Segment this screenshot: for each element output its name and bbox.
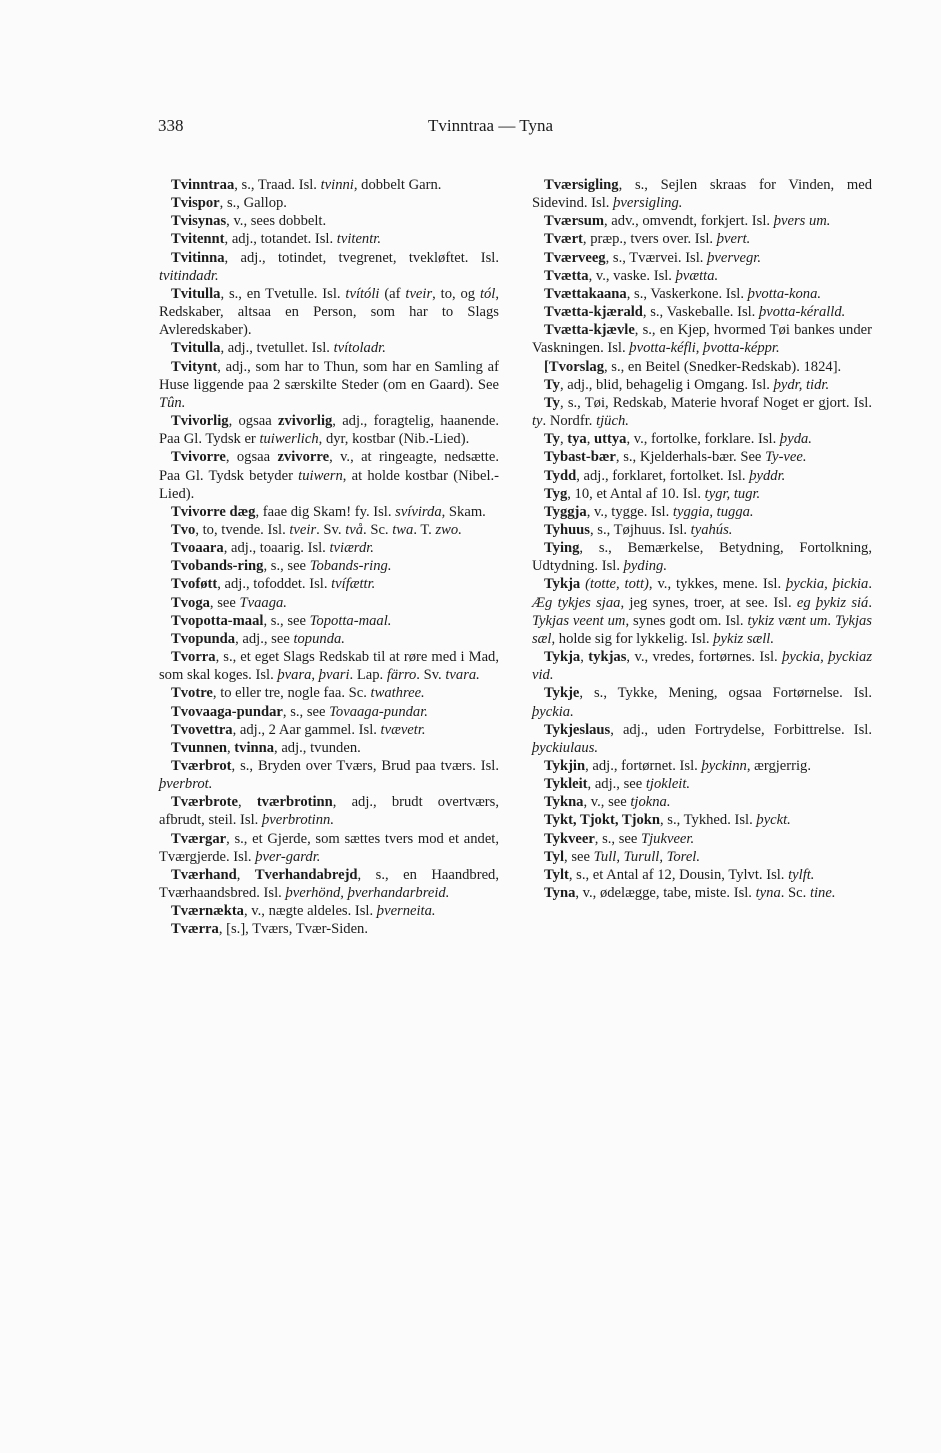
entry-headword: Tvitulla <box>171 285 221 302</box>
entry-text: . <box>868 576 873 593</box>
entry-text: , dobbelt Garn. <box>353 177 442 193</box>
entry-italic-text: tuiwerlich <box>259 431 319 448</box>
entry-headword: Tvispor <box>171 195 220 212</box>
entry-italic-text: þversigling. <box>613 195 683 212</box>
entry-headword: Tvætta-kjævle <box>544 322 635 339</box>
entry-text: . <box>827 612 835 629</box>
entry-headword: Tværsum <box>544 213 604 230</box>
dictionary-entry <box>532 394 872 430</box>
entry-text: , s., see <box>263 612 310 629</box>
entry-text: , v., sees dobbelt. <box>226 213 327 230</box>
entry-italic-text: tveir <box>289 521 317 538</box>
entry-text: , adj., fortørnet. Isl. <box>585 758 702 774</box>
entry-text: , adj., tvunden. <box>274 739 361 756</box>
dictionary-entry <box>159 793 499 829</box>
entry-headword: Tvært <box>544 231 583 248</box>
entry-text: , præp., tvers over. Isl. <box>582 231 717 248</box>
entry-italic-text: (totte, tott) <box>585 576 649 593</box>
entry-text: , s., en Beitel (Snedker-Redskab). 1824]. <box>604 358 842 375</box>
entry-headword: Tylt <box>544 866 569 883</box>
entry-headword: Tvovaaga-pundar <box>171 703 283 720</box>
entry-headword: Tvitennt <box>171 231 225 248</box>
entry-italic-text: Tykjas sæl <box>532 612 872 647</box>
entry-text: , synes godt om. Isl. <box>625 612 748 629</box>
dictionary-entry <box>159 575 499 593</box>
left-column <box>159 176 499 939</box>
dictionary-entry <box>159 902 499 920</box>
entry-text: , s., Traad. Isl. <box>234 177 321 193</box>
entry-headword: Tvopotta-maal <box>171 612 264 629</box>
entry-text: , v., vredes, fortørnes. Isl. <box>626 649 783 666</box>
dictionary-entry <box>532 212 872 230</box>
entry-text: , <box>236 866 255 883</box>
dictionary-entry <box>159 594 499 612</box>
entry-italic-text: Æg tykjes sjaa <box>532 594 621 611</box>
entry-italic-text: tykiz vænt um <box>747 612 828 629</box>
entry-text: . T. <box>413 521 436 538</box>
dictionary-entry <box>159 721 499 739</box>
dictionary-entry <box>159 557 499 575</box>
entry-text: , see <box>564 848 594 865</box>
entry-text: , v., ødelægge, tabe, miste. Isl. <box>575 885 756 902</box>
entry-italic-text: þvers um. <box>773 213 831 230</box>
entry-headword: Tyg <box>544 485 568 502</box>
entry-text: , s., Kjelderhals-bær. See <box>615 449 766 466</box>
entry-headword: Tvunnen <box>171 739 227 756</box>
entry-text: , s., Tværvei. Isl. <box>605 249 708 266</box>
entry-variant-headword: tya <box>567 431 587 448</box>
entry-text: , <box>586 431 595 448</box>
dictionary-entry <box>159 539 499 557</box>
entry-italic-text: zwo. <box>435 521 462 538</box>
entry-text: , dyr, kostbar (Nib.-Lied). <box>318 431 470 448</box>
entry-variant-headword: Tverhandabrejd <box>254 866 358 883</box>
dictionary-entry <box>532 303 872 321</box>
entry-headword: Tværra <box>171 921 219 938</box>
entry-text: , s., Tykke, Mening, ogsaa Fortørnelse. Isl. <box>579 685 872 702</box>
entry-headword: Tykjin <box>544 758 586 774</box>
dictionary-entry <box>532 321 872 357</box>
entry-text: , adj., uden Fortrydelse, Forbittrelse. Isl. <box>610 721 872 738</box>
dictionary-entry <box>532 848 872 866</box>
dictionary-entry <box>532 285 872 303</box>
entry-text: , s., Bemærkelse, Betydning, Fortolkning, Udtydning. Isl. <box>532 540 872 575</box>
entry-italic-text: Tobands-ring. <box>309 558 392 575</box>
entry-text: , ogsaa <box>228 413 278 430</box>
entry-headword: Tykveer <box>544 830 595 847</box>
dictionary-entry <box>532 467 872 485</box>
entry-text: , adj., tvetullet. Isl. <box>220 340 334 357</box>
entry-italic-text: Tull, Turull, Torel. <box>593 848 701 865</box>
entry-text: , adj., 2 Aar gammel. Isl. <box>232 721 381 738</box>
entry-text: , v., nægte aldeles. Isl. <box>243 903 377 920</box>
entry-italic-text: tyna <box>755 885 781 902</box>
entry-text: . Sc. <box>363 521 393 538</box>
entry-italic-text: Tvaaga. <box>239 594 287 611</box>
entry-text: , adj., foragtelig, haanende. Paa Gl. Tydsk er <box>159 413 499 448</box>
entry-italic-text: tvitentr. <box>336 231 381 248</box>
dictionary-entry <box>159 285 499 339</box>
entry-variant-headword: zvivorlig <box>277 413 333 430</box>
dictionary-entry <box>159 630 499 648</box>
entry-italic-text: þvert. <box>716 231 751 248</box>
entry-text: , to eller tre, nogle faa. Sc. <box>212 685 371 702</box>
dictionary-entry <box>532 775 872 793</box>
entry-headword: Tvinntraa <box>171 177 235 193</box>
entry-headword: Tværsigling <box>544 177 619 193</box>
entry-variant-headword: tvinna <box>234 739 275 756</box>
entry-text: , s., Tøi, Redskab, Materie hvoraf Noget er gjort. Isl. <box>559 394 872 411</box>
entry-text: , adj., som har to Thun, som har en Samling af Huse liggende paa 2 særskilte Steder (om en Gaard). See <box>159 358 499 393</box>
entry-headword: Tvoaara <box>171 540 224 557</box>
entry-text: , s., en Tvetulle. Isl. <box>220 285 346 302</box>
dictionary-entry <box>159 412 499 448</box>
entry-italic-text: färro <box>386 667 417 684</box>
entry-text: , adj., tofoddet. Isl. <box>217 576 332 593</box>
entry-text: (af <box>379 285 406 302</box>
entry-italic-text: þyckia. <box>532 703 574 720</box>
entry-headword: Tvisynas <box>171 213 227 230</box>
entry-italic-text: Tjukveer. <box>641 830 695 847</box>
entry-italic-text: þverhönd, þverhandarbreid. <box>285 885 450 902</box>
entry-text: , to, tvende. Isl. <box>195 521 290 538</box>
entry-italic-text: tylft. <box>788 866 815 883</box>
entry-headword: Tværbrot <box>171 758 232 774</box>
entry-headword: Tykleit <box>544 776 588 793</box>
entry-italic-text: þyda. <box>779 431 812 448</box>
entry-italic-text: Tûn. <box>159 394 186 411</box>
entry-text: , <box>559 431 568 448</box>
entry-headword: Tvoga <box>171 594 210 611</box>
entry-italic-text: þverneita. <box>376 903 436 920</box>
dictionary-entry <box>159 358 499 412</box>
entry-text: , s., Sejlen skraas for Vinden, med Sidevind. Isl. <box>532 177 872 212</box>
entry-headword: Tvitulla <box>171 340 221 357</box>
entry-italic-text: þvotta-kéfli, þvotta-képpr. <box>629 340 780 357</box>
entry-italic-text: þydr, tidr. <box>773 376 830 393</box>
entry-italic-text: þyding. <box>623 558 667 575</box>
entry-text: , adj., blid, behagelig i Omgang. Isl. <box>559 376 774 393</box>
entry-text: . Sv. <box>316 521 346 538</box>
entry-text: , Skam. <box>441 503 486 520</box>
dictionary-entry <box>532 575 872 648</box>
entry-headword: Tyggja <box>544 503 587 520</box>
entry-headword: Tvorra <box>171 649 216 666</box>
page-header <box>158 116 782 140</box>
entry-text: , s., Gallop. <box>219 195 287 212</box>
entry-italic-text: þvotta-kona. <box>747 285 822 302</box>
entry-text: , s., en Kjep, hvormed Tøi bankes under Vaskningen. Isl. <box>532 322 872 357</box>
entry-text: , adj., brudt overtværs, afbrudt, steil. Isl. <box>159 794 499 829</box>
dictionary-entry <box>159 648 499 684</box>
entry-italic-text: tygr, tugr. <box>704 485 761 502</box>
entry-text: , [s.], Tværs, Tvær-Siden. <box>218 921 368 938</box>
entry-headword: [Tvorslag <box>544 358 604 375</box>
entry-text: , adj., see <box>587 776 646 793</box>
entry-italic-text: þyckt. <box>756 812 791 829</box>
entry-headword: Tykja <box>544 576 581 593</box>
entry-text: , s., Vaskerkone. Isl. <box>626 285 748 302</box>
entry-headword: Ty <box>544 394 560 411</box>
dictionary-entry <box>532 721 872 757</box>
entry-headword: Tvovettra <box>171 721 233 738</box>
entry-italic-text: tvítoladr. <box>333 340 386 357</box>
entry-italic-text: Topotta-maal. <box>309 612 392 629</box>
entry-text: , v., vaske. Isl. <box>588 267 676 284</box>
entry-text: , Redskaber, altsaa en Person, som har to Slags Avleredskaber). <box>159 285 500 339</box>
entry-italic-text: tyahús. <box>690 521 733 538</box>
dictionary-entry <box>159 757 499 793</box>
entry-headword: Tvitinna <box>171 249 225 266</box>
entry-text: , v., fortolke, forklare. Isl. <box>626 431 780 448</box>
entry-italic-text: þykiz sæll. <box>713 630 775 647</box>
entry-italic-text: tveir <box>405 285 433 302</box>
dictionary-entry <box>159 176 499 194</box>
dictionary-entry <box>159 684 499 702</box>
dictionary-entry <box>532 503 872 521</box>
entry-italic-text: Tovaaga-pundar. <box>329 703 428 720</box>
entry-text: , ogsaa <box>225 449 278 466</box>
entry-headword: Tying <box>544 540 580 557</box>
entry-italic-text: þvætta. <box>675 267 719 284</box>
entry-text: . Sv. <box>416 667 446 684</box>
entry-text: . Sc. <box>780 885 810 902</box>
entry-italic-text: þvervegr. <box>707 249 761 266</box>
entry-text: , v., tygge. Isl. <box>586 503 673 520</box>
entry-text: , s., en Haandbred, Tværhaandsbred. Isl. <box>159 866 500 902</box>
entry-text: , see <box>209 594 240 611</box>
entry-text: . Nordfr. <box>542 413 597 430</box>
entry-italic-text: tjüch. <box>596 413 629 430</box>
entry-headword: Tvættakaana <box>544 285 627 302</box>
entry-text: . Lap. <box>349 667 387 684</box>
entry-italic-text: þvotta-kéralld. <box>758 304 846 321</box>
entry-text: , adv., omvendt, forkjert. Isl. <box>604 213 774 230</box>
entry-italic-text: þverbrotinn. <box>261 812 334 829</box>
entry-text: , <box>226 739 235 756</box>
dictionary-entry <box>532 793 872 811</box>
entry-headword: Tvivorlig <box>171 413 229 430</box>
dictionary-entry <box>532 866 872 884</box>
entry-italic-text: tjokleit. <box>645 776 691 793</box>
dictionary-entry <box>532 249 872 267</box>
entry-text: , s., Tykhed. Isl. <box>659 812 757 829</box>
entry-italic-text: twa <box>392 521 414 538</box>
dictionary-entry <box>159 339 499 357</box>
dictionary-entry <box>532 539 872 575</box>
dictionary-entry <box>532 521 872 539</box>
dictionary-entry <box>159 703 499 721</box>
entry-italic-text: tuiwern <box>298 467 343 484</box>
entry-headword: Tvætta-kjærald <box>544 304 643 321</box>
entry-headword: Tvitynt <box>171 358 218 375</box>
entry-italic-text: tvinni <box>320 177 354 193</box>
entry-italic-text: eg þykiz siá <box>796 594 869 611</box>
entry-text: , s., et eget Slags Redskab til at røre med i Mad, som skal koges. Isl. <box>159 649 499 684</box>
entry-italic-text: þyckia, þyckiaz vid. <box>532 649 872 684</box>
dictionary-entry <box>532 176 872 212</box>
entry-text: , s., et Antal af 12, Dousin, Tylvt. Isl. <box>568 866 789 883</box>
dictionary-entry <box>532 684 872 720</box>
entry-headword: Tykja <box>544 649 581 666</box>
entry-italic-text: þyckia, þickia <box>786 576 869 593</box>
dictionary-entry <box>159 212 499 230</box>
entry-variant-headword: uttya <box>594 431 627 448</box>
entry-headword: Tykt, Tjokt, Tjokn <box>544 812 660 829</box>
entry-text: , faae dig Skam! fy. Isl. <box>255 503 396 520</box>
entry-text: , <box>580 649 589 666</box>
dictionary-entry <box>532 358 872 376</box>
entry-headword: Tyna <box>544 885 576 902</box>
entry-text: , holde sig for lykkelig. Isl. <box>551 630 714 647</box>
entry-italic-text: tjokna. <box>630 794 671 811</box>
entry-italic-text: þverbrot. <box>159 776 213 793</box>
dictionary-entry <box>532 430 872 448</box>
dictionary-entry <box>159 503 499 521</box>
entry-text: , s., see <box>263 558 310 575</box>
entry-italic-text: svívirda <box>395 503 442 520</box>
entry-headword: Tværbrote <box>171 794 239 811</box>
entry-text: , v., see <box>583 794 631 811</box>
entry-italic-text: Tykjas veent um <box>532 612 626 629</box>
dictionary-entry <box>159 448 499 502</box>
entry-headword: Tvobands-ring <box>171 558 264 575</box>
entry-text: , adj., totindet, tvegrenet, tvekløftet. Isl. <box>224 249 499 266</box>
entry-text: , at holde kostbar (Nibel.-Lied). <box>159 467 500 502</box>
entry-text: , s., Vaskeballe. Isl. <box>642 304 759 321</box>
running-title: Tvinntraa — Tyna <box>428 116 554 135</box>
dictionary-entry <box>532 757 872 775</box>
entry-variant-headword: tværbrotinn <box>256 794 333 811</box>
entry-text: , s., see <box>594 830 642 847</box>
dictionary-entry <box>532 485 872 503</box>
entry-headword: Tvopunda <box>171 630 236 647</box>
dictionary-entry <box>532 648 872 684</box>
entry-headword: Tykje <box>544 685 580 702</box>
entry-italic-text: tvífættr. <box>331 576 376 593</box>
entry-text: , jeg synes, troer, at see. Isl. <box>620 594 797 611</box>
entry-text: , v., at ringeagte, nedsætte. Paa Gl. Tydsk betyder <box>159 449 499 484</box>
dictionary-entry <box>159 521 499 539</box>
dictionary-entry <box>159 920 499 938</box>
dictionary-entry <box>532 267 872 285</box>
entry-text: , adj., see <box>235 630 294 647</box>
entry-headword: Tværveeg <box>544 249 606 266</box>
entry-headword: Tvivorre <box>171 449 226 466</box>
entry-italic-text: tvitindadr. <box>159 267 219 284</box>
dictionary-entry <box>532 811 872 829</box>
dictionary-entry <box>159 866 499 902</box>
entry-text: , adj., toaarig. Isl. <box>223 540 330 557</box>
entry-variant-headword: zvivorre <box>277 449 330 466</box>
entry-text: , s., see <box>282 703 330 720</box>
entry-text: , to, og <box>432 285 480 302</box>
entry-headword: Tyhuus <box>544 521 590 538</box>
entry-headword: Tybast-bær <box>544 449 616 466</box>
entry-variant-headword: tykjas <box>588 649 627 666</box>
entry-headword: Tykna <box>544 794 584 811</box>
entry-italic-text: tvítóli <box>345 285 380 302</box>
dictionary-entry <box>159 612 499 630</box>
entry-italic-text: tviærdr. <box>329 540 374 557</box>
dictionary-entry <box>532 448 872 466</box>
entry-headword: Ty <box>544 431 560 448</box>
entry-italic-text: þyddr. <box>749 467 786 484</box>
entry-headword: Tvo <box>171 521 196 538</box>
entry-italic-text: topunda. <box>293 630 345 647</box>
entry-italic-text: tól <box>479 285 496 302</box>
entry-headword: Tyl <box>544 848 565 865</box>
dictionary-entry <box>532 376 872 394</box>
entry-text: , adj., forklaret, fortolket. Isl. <box>576 467 750 484</box>
entry-headword: Tvivorre dæg <box>171 503 256 520</box>
entry-text: , adj., totandet. Isl. <box>224 231 337 248</box>
dictionary-entry <box>532 230 872 248</box>
dictionary-entry <box>159 830 499 866</box>
dictionary-entry <box>159 249 499 285</box>
entry-italic-text: tine. <box>809 885 836 902</box>
dictionary-entry <box>532 830 872 848</box>
entry-text: , v., tykkes, mene. Isl. <box>648 576 787 593</box>
entry-headword: Tykjeslaus <box>544 721 611 738</box>
entry-headword: Tvoføtt <box>171 576 218 593</box>
entry-italic-text: två <box>345 521 364 538</box>
entry-headword: Tydd <box>544 467 577 484</box>
dictionary-entry <box>159 739 499 757</box>
entry-text: , <box>238 794 257 811</box>
entry-text: , s., Tøjhuus. Isl. <box>589 521 691 538</box>
entry-italic-text: þvara, þvari <box>277 667 350 684</box>
entry-headword: Tværhand <box>171 866 237 883</box>
entry-italic-text: Ty-vee. <box>765 449 807 466</box>
entry-headword: Tværnækta <box>171 903 244 920</box>
dictionary-entry <box>532 884 872 902</box>
entry-italic-text: twathree. <box>370 685 425 702</box>
entry-italic-text: tyggia, tugga. <box>672 503 754 520</box>
entry-italic-text: tvara. <box>445 667 480 684</box>
entry-headword: Tvætta <box>544 267 589 284</box>
entry-text: , 10, et Antal af 10. Isl. <box>567 485 705 502</box>
entry-italic-text: tvævetr. <box>380 721 426 738</box>
dictionary-entry <box>159 194 499 212</box>
entry-headword: Ty <box>544 376 560 393</box>
page-number: 338 <box>158 116 184 135</box>
dictionary-entry <box>159 230 499 248</box>
entry-italic-text: þver-gardr. <box>255 848 321 865</box>
entry-italic-text: þyckiulaus. <box>532 739 599 756</box>
right-column <box>532 176 872 902</box>
entry-text: , ærgjerrig. <box>746 758 812 774</box>
entry-headword: Tvotre <box>171 685 213 702</box>
entry-text: . <box>868 594 873 611</box>
entry-headword: Tværgar <box>171 830 227 847</box>
entry-italic-text: ty <box>532 413 543 430</box>
entry-text: , s., Bryden over Tværs, Brud paa tværs. Isl. <box>231 758 499 774</box>
entry-text: , s., et Gjerde, som sættes tvers mod et andet, Tværgjerde. Isl. <box>159 830 499 865</box>
entry-italic-text: þyckinn <box>701 758 747 774</box>
